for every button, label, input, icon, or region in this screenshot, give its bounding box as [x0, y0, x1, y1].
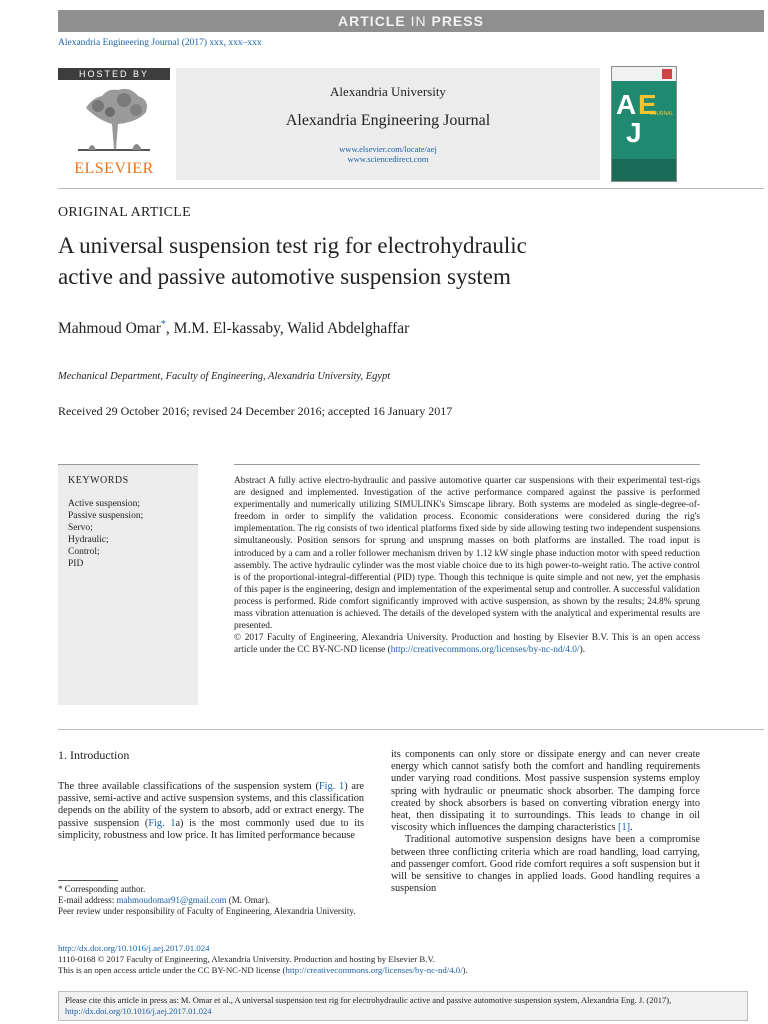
- copyright-end: ).: [579, 645, 586, 656]
- corresponding-note: * Corresponding author.: [58, 884, 146, 894]
- oa-text: This is an open access article under the CC BY-NC-ND license (: [58, 965, 286, 975]
- cover-letter-e: E: [638, 89, 657, 120]
- citation-box: [58, 991, 748, 1021]
- oa-end: ).: [462, 965, 468, 975]
- ref1-link[interactable]: [1]: [618, 822, 631, 834]
- journal-reference: Alexandria Engineering Journal (2017) xxx, xxx–xxx: [58, 38, 262, 48]
- oa-line: [58, 965, 698, 976]
- title-line-2: active and passive automotive suspension system: [58, 264, 511, 289]
- body-column-left: [58, 781, 364, 842]
- received-dates: Received 29 October 2016; revised 24 December 2016; accepted 16 January 2017: [58, 404, 453, 418]
- abstract-divider: [58, 729, 764, 730]
- keyword-item: PID: [68, 559, 84, 569]
- doi-link[interactable]: http://dx.doi.org/10.1016/j.aej.2017.01.024: [58, 943, 210, 953]
- author-others: , M.M. El-kassaby, Walid Abdelghaffar: [165, 320, 410, 338]
- intro-paragraph: Traditional automotive suspension designs have been a compromise between three conflicting criteria which are road handling, load carrying, and passenger comfort. Good ride comfort requires a soft suspension but it will be sensitive to changes in applied loads. Good handling requires a suspension: [391, 834, 700, 895]
- intro-text: ) are passive, semi-active and active suspension systems, and this classification depends on the ability of the system to absorb, add or extract energy. The passive suspension (: [58, 781, 364, 829]
- journal-url-elsevier[interactable]: www.elsevier.com/locate/aej: [339, 144, 437, 154]
- university-name: Alexandria University: [330, 84, 446, 99]
- email-link[interactable]: mahmoudomar91@gmail.com: [116, 895, 227, 905]
- journal-header: [176, 68, 600, 180]
- cover-top-band: [612, 67, 676, 81]
- author-affiliation: Mechanical Department, Faculty of Engineering, Alexandria University, Egypt: [58, 371, 391, 382]
- intro-text: The three available classifications of the suspension system (: [58, 781, 319, 792]
- keywords-box: [58, 464, 198, 705]
- citation-doi-link[interactable]: http://dx.doi.org/10.1016/j.aej.2017.01.024: [65, 1006, 212, 1016]
- cover-letter-a: A: [616, 89, 637, 120]
- email-label: E-mail address:: [58, 895, 117, 905]
- bottom-publication-info: [58, 943, 698, 976]
- abstract-text: Abstract A fully active electro-hydraulic and passive automotive quarter car suspensions with their experimental test-rigs are designed and implemented. Investigation of the active performance compared against the passive is performed experimentally and numerically utilizing SIMULINK's Simscape library. Both systems are modeled as single-degree-of-freedom in order to simplify the validation process. Economic considerations were considered during the rig's implementation. The rig consists of two identical platforms fixed side by side allowing testing two independent suspensions simultaneously. Position sensors for sprung and unsprung masses on both platforms are installed. The road input is introduced by a cam and a roller follower mechanism driven by 1.12 kW single phase induction motor with speed reduction assembly. The active hydraulic cylinder was the most viable choice due to its high power-to-weight ratio. The active control is of the proportional-integral-differential (PID) type. Though this technique is quite simple and not new, yet the emphasis of this paper is the engineering, design and implementation of the experimental setup and controller. A successful validation process is performed. Ride comfort significantly improved with active suspension, as shown by the results; 24.8% sprung mass vibration attenuation is achieved. The details of the developed system with the analytical and experimental results are presented.: [234, 476, 700, 632]
- introduction-heading: 1. Introduction: [58, 748, 130, 762]
- copyright-text: © 2017 Faculty of Engineering, Alexandria University. Production and hosting by Elsevier B.V. This is an open access article under the CC BY-NC-ND license (: [234, 633, 700, 656]
- corresponding-author-mark[interactable]: *: [160, 319, 166, 330]
- keywords-heading: KEYWORDS: [68, 475, 129, 486]
- cover-bottom-strip: [612, 159, 676, 181]
- footnote-divider: [58, 880, 118, 881]
- banner-word-article: ARTICLE: [338, 13, 406, 29]
- intro-text: a) is the most commonly used due to its simplicity, robustness and low price. It has limited performance because: [58, 817, 364, 841]
- email-note: [58, 895, 378, 906]
- abstract-block: [234, 464, 700, 656]
- journal-urls: [176, 144, 600, 164]
- issn-line: 1110-0168 © 2017 Faculty of Engineering, Alexandria University. Production and hosting by Elsevier B.V.: [58, 954, 435, 964]
- article-title: [58, 230, 718, 292]
- peer-review-note: Peer review under responsibility of Faculty of Engineering, Alexandria University.: [58, 906, 356, 916]
- keyword-item: Hydraulic;: [68, 535, 109, 545]
- keyword-item: Active suspension;: [68, 499, 141, 509]
- fig1a-link[interactable]: Fig. 1: [148, 817, 176, 829]
- journal-cover-image: [611, 66, 677, 182]
- keywords-list: [68, 498, 198, 570]
- elsevier-logo-block: [58, 68, 170, 180]
- banner-word-in: IN: [410, 13, 427, 29]
- oa-license-link[interactable]: http://creativecommons.org/licenses/by-nc-nd/4.0/: [285, 965, 463, 975]
- footnotes: [58, 884, 378, 917]
- author-omar: Mahmoud Omar: [58, 320, 161, 338]
- keyword-item: Servo;: [68, 523, 93, 533]
- intro-paragraph: [391, 749, 700, 834]
- citation-text: Please cite this article in press as: M. Omar et al., A universal suspension test rig for electrohydraulic active and passive automotive suspension system, Alexandria Eng. J. (2017),: [65, 995, 672, 1005]
- intro-text: its components can only store or dissipate energy and can never create energy which cannot satisfy both the comfort and handling requirements under varying road conditions. Most passive suspension systems employ spring with hydraulic or pneumatic shock absorber. The damping force created by shock absorbers is based on converting vibration energy into heat, then dissipating it to surroundings. This leads to change in oil viscosity which influences the damping characteristics: [391, 749, 700, 834]
- journal-url-sciencedirect[interactable]: www.sciencedirect.com: [347, 154, 429, 164]
- body-column-right: [391, 749, 700, 895]
- fig1-link[interactable]: Fig. 1: [318, 781, 345, 792]
- elsevier-tree-logo-icon: [68, 84, 160, 154]
- cover-journal-text: JOURNAL: [650, 111, 674, 117]
- license-link[interactable]: http://creativecommons.org/licenses/by-nc-nd/4.0/: [390, 645, 580, 656]
- author-list: [58, 319, 409, 338]
- cover-letter-j: J: [626, 117, 642, 148]
- banner-word-press: PRESS: [431, 13, 484, 29]
- article-type-label: ORIGINAL ARTICLE: [58, 205, 191, 220]
- abstract-copyright: [234, 632, 700, 656]
- keyword-item: Passive suspension;: [68, 511, 144, 521]
- email-owner: (M. Omar).: [226, 895, 271, 905]
- keyword-item: Control;: [68, 547, 100, 557]
- intro-text: .: [630, 822, 633, 834]
- hosted-by-label: HOSTED BY: [58, 68, 170, 80]
- header-divider: [58, 188, 764, 189]
- article-in-press-banner: [58, 10, 764, 32]
- journal-name: Alexandria Engineering Journal: [285, 112, 491, 129]
- title-line-1: A universal suspension test rig for electrohydraulic: [58, 233, 527, 258]
- elsevier-wordmark: ELSEVIER: [74, 160, 154, 177]
